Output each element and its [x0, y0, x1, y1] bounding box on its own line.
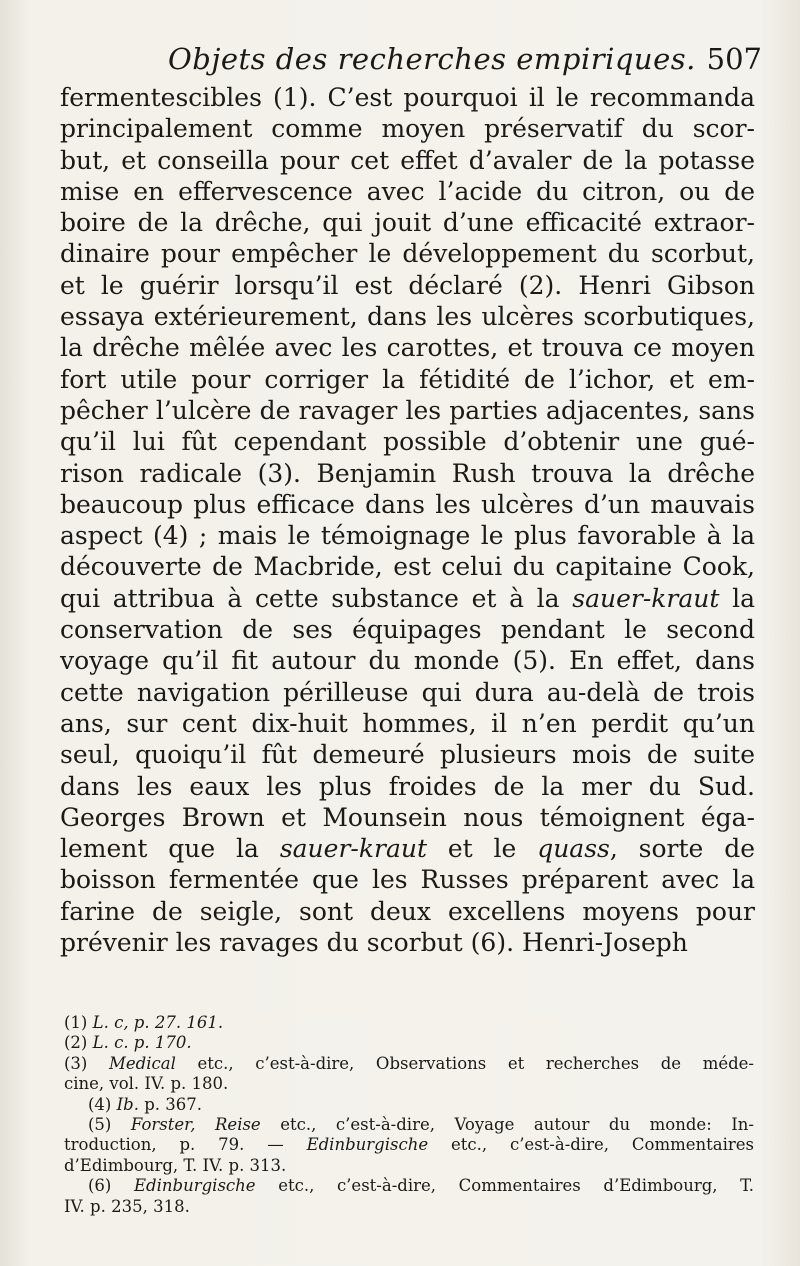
- footnote-text: etc., c’est-à-dire, Voyage autour du monde: In-: [280, 1114, 755, 1134]
- footnote-1: [64, 1013, 754, 1033]
- text-line: beaucoup plus efficace dans les ulcères d’un mauvais: [60, 489, 755, 519]
- footnote-marker: (3): [64, 1053, 88, 1073]
- text-line: boire de la drêche, qui jouit d’une efficacité extraor-: [60, 208, 755, 238]
- italic-term: quass: [537, 834, 610, 864]
- page-number: 507: [706, 42, 762, 76]
- footnotes: [64, 1013, 754, 1217]
- footnote-5: [64, 1115, 754, 1135]
- text-line: [60, 583, 755, 614]
- text-run: , sorte de: [609, 834, 755, 864]
- footnote-3-cont: cine, vol. IV. p. 180.: [64, 1074, 229, 1094]
- text-line: rison radicale (3). Benjamin Rush trouva la drêche: [60, 458, 755, 488]
- italic-term: sauer-kraut: [572, 583, 720, 613]
- footnote-6-cont: IV. p. 235, 318.: [64, 1196, 190, 1216]
- footnote-text: Ib.: [116, 1094, 139, 1114]
- footnote-text: Edinburgische: [306, 1135, 429, 1155]
- footnote-text: Medical: [109, 1053, 176, 1073]
- footnote-text: troduction, p. 79. —: [64, 1135, 284, 1155]
- text-run: lement que la: [60, 834, 259, 864]
- footnote-text: etc., c’est-à-dire, Observations et recherches de méde-: [197, 1053, 755, 1073]
- italic-term: sauer-kraut: [279, 834, 427, 864]
- footnote-text: L. c, p. 27. 161.: [92, 1013, 224, 1032]
- footnote-text: etc., c’est-à-dire, Commentaires: [450, 1135, 754, 1155]
- footnote-text: etc., c’est-à-dire, Commentaires d’Edimbourg, T.: [278, 1176, 755, 1196]
- footnote-marker: (1): [64, 1013, 88, 1032]
- text-line: seul, quoiqu’il fût demeuré plusieurs mois de suite: [60, 740, 755, 770]
- text-line: voyage qu’il fit autour du monde (5). En effet, dans: [60, 646, 755, 676]
- text-line: but, et conseilla pour cet effet d’avaler de la potasse: [60, 145, 755, 175]
- text-line: aspect (4) ; mais le témoignage le plus favorable à la: [60, 521, 755, 551]
- text-line: fort utile pour corriger la fétidité de l’ichor, et em-: [60, 364, 755, 394]
- text-line: découverte de Macbride, est celui du capitaine Cook,: [60, 552, 755, 582]
- text-line: farine de seigle, sont deux excellens moyens pour: [60, 896, 755, 926]
- footnote-marker: (6): [88, 1176, 112, 1196]
- main-text: [60, 82, 755, 958]
- footnote-text: L. c. p. 170.: [92, 1033, 192, 1053]
- footnote-5-cont: d’Edimbourg, T. IV. p. 313.: [64, 1155, 287, 1175]
- footnote-text: Forster, Reise: [130, 1114, 261, 1134]
- text-line: boisson fermentée que les Russes préparent avec la: [60, 865, 755, 895]
- text-line: la drêche mêlée avec les carottes, et trouva ce moyen: [60, 333, 755, 363]
- footnote-5-cont: [64, 1135, 754, 1155]
- footnote-3: [64, 1054, 754, 1074]
- text-line: et le guérir lorsqu’il est déclaré (2). Henri Gibson: [60, 270, 755, 300]
- text-line: qu’il lui fût cependant possible d’obtenir une gué-: [60, 427, 755, 457]
- text-line: mise en effervescence avec l’acide du citron, ou de: [60, 176, 755, 206]
- text-run: et le: [447, 834, 517, 864]
- text-line: pêcher l’ulcère de ravager les parties adjacentes, sans: [60, 395, 755, 425]
- footnote-4: [64, 1095, 754, 1115]
- text-line: ans, sur cent dix-huit hommes, il n’en perdit qu’un: [60, 708, 755, 738]
- footnote-2: [64, 1033, 754, 1053]
- text-line: fermentescibles (1). C’est pourquoi il le recommanda: [60, 83, 755, 112]
- page-header: [60, 40, 762, 84]
- running-title: Objets des recherches empiriques.: [168, 42, 696, 76]
- text-line: [60, 833, 755, 864]
- footnote-marker: (2): [64, 1033, 88, 1053]
- text-line: cette navigation périlleuse qui dura au-delà de trois: [60, 677, 755, 707]
- footnote-6: [64, 1176, 754, 1196]
- text-line: prévenir les ravages du scorbut (6). Henri-Joseph: [60, 928, 688, 958]
- text-line: dinaire pour empêcher le développement du scorbut,: [60, 239, 755, 269]
- text-run: la: [732, 583, 755, 613]
- text-line: conservation de ses équipages pendant le second: [60, 615, 755, 645]
- text-run: qui attribua à cette substance et à la: [60, 583, 560, 613]
- text-line: principalement comme moyen préservatif du scor-: [60, 114, 755, 144]
- footnote-marker: (5): [88, 1114, 112, 1134]
- footnote-text: Edinburgische: [134, 1176, 256, 1196]
- text-line: Georges Brown et Mounsein nous témoignent éga-: [60, 802, 755, 832]
- footnote-text: p. 367.: [144, 1094, 202, 1114]
- text-line: dans les eaux les plus froides de la mer du Sud.: [60, 771, 755, 801]
- text-line: essaya extérieurement, dans les ulcères scorbutiques,: [60, 302, 755, 332]
- footnote-marker: (4): [88, 1094, 112, 1114]
